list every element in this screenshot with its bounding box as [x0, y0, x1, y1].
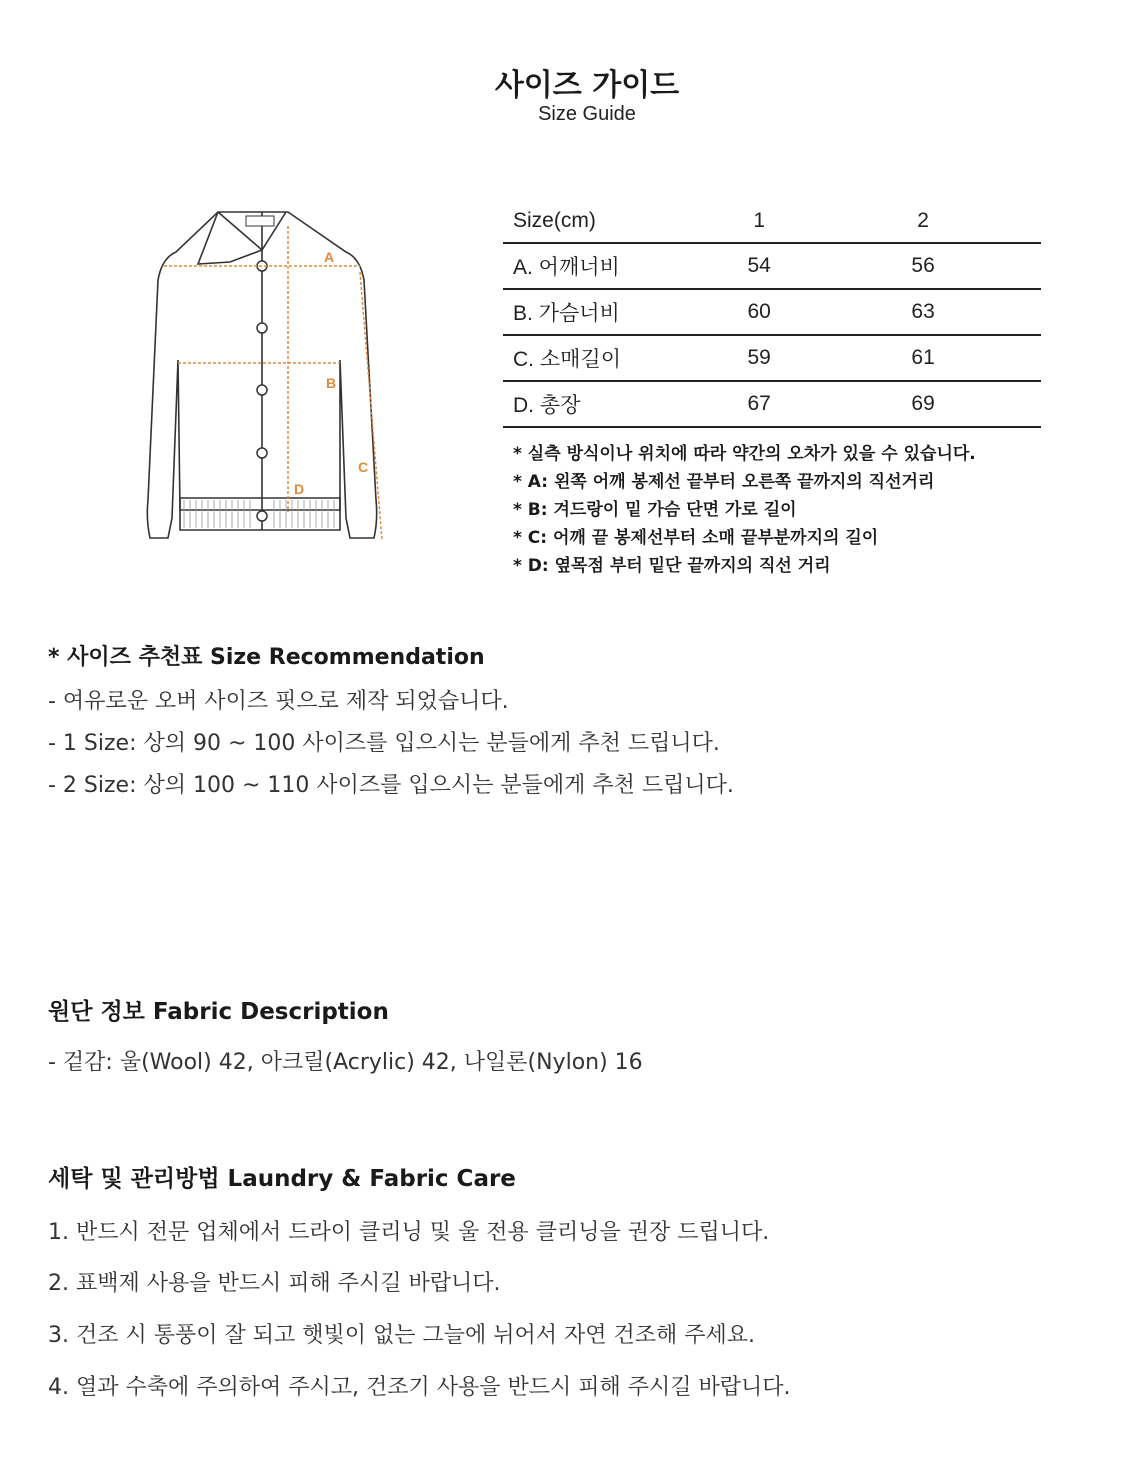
measure-lines: [164, 226, 382, 540]
jacket-diagram: [128, 200, 408, 550]
recommendation-title: * 사이즈 추천표 Size Recommendation: [48, 645, 485, 670]
table-row: [503, 335, 1041, 381]
size-table-header: 1: [713, 200, 805, 243]
row-label: C. 소매길이: [503, 335, 713, 381]
note-line: * C: 어깨 끝 봉제선부터 소매 끝부분까지의 길이: [513, 528, 879, 548]
size-table: [503, 200, 1041, 428]
row-value: 61: [877, 335, 969, 381]
measure-label-d: D: [294, 481, 305, 497]
care-line: 1. 반드시 전문 업체에서 드라이 클리닝 및 울 전용 클리닝을 권장 드립니다.: [48, 1220, 770, 1245]
care-line: 4. 열과 수축에 주의하여 주시고, 건조기 사용을 반드시 피해 주시길 바랍니다.: [48, 1375, 791, 1400]
row-value: 56: [877, 243, 969, 289]
page-title: 사이즈 가이드: [494, 68, 680, 103]
row-value: 69: [877, 381, 969, 427]
row-value: 59: [713, 335, 805, 381]
table-row: [503, 243, 1041, 289]
measure-label-a: A: [324, 249, 335, 265]
fabric-line: - 겉감: 울(Wool) 42, 아크릴(Acrylic) 42, 나일론(Nylon) 16: [48, 1050, 643, 1075]
row-value: 67: [713, 381, 805, 427]
note-line: * D: 옆목점 부터 밑단 끝까지의 직선 거리: [513, 556, 831, 576]
note-line: * B: 겨드랑이 밑 가슴 단면 가로 길이: [513, 500, 797, 520]
measurement-notes: [513, 440, 1073, 580]
care-line: 3. 건조 시 통풍이 잘 되고 햇빛이 없는 그늘에 뉘어서 자연 건조해 주세요.: [48, 1323, 755, 1348]
recommendation-line: - 1 Size: 상의 90 ~ 100 사이즈를 입으시는 분들에게 추천 드립니다.: [48, 731, 720, 756]
note-line: * A: 왼쪽 어깨 봉제선 끝부터 오른쪽 끝까지의 직선거리: [513, 472, 935, 492]
row-label: B. 가슴너비: [503, 289, 713, 335]
size-table-header: Size(cm): [503, 200, 713, 243]
care-title: 세탁 및 관리방법 Laundry & Fabric Care: [48, 1166, 516, 1192]
fabric-title: 원단 정보 Fabric Description: [48, 999, 389, 1025]
care-line: 2. 표백제 사용을 반드시 피해 주시길 바랍니다.: [48, 1271, 501, 1296]
recommendation-line: - 여유로운 오버 사이즈 핏으로 제작 되었습니다.: [48, 689, 509, 714]
row-label: A. 어깨너비: [503, 243, 713, 289]
page-subtitle: Size Guide: [538, 103, 636, 125]
row-value: 63: [877, 289, 969, 335]
row-value: 60: [713, 289, 805, 335]
table-row: [503, 381, 1041, 427]
row-label: D. 총장: [503, 381, 713, 427]
size-table-header-row: [503, 200, 1041, 243]
recommendation-line: - 2 Size: 상의 100 ~ 110 사이즈를 입으시는 분들에게 추천 드립니다.: [48, 773, 734, 798]
table-row: [503, 289, 1041, 335]
note-line: * 실측 방식이나 위치에 따라 약간의 오차가 있을 수 있습니다.: [513, 444, 976, 464]
row-value: 54: [713, 243, 805, 289]
size-table-header: 2: [877, 200, 969, 243]
measure-label-b: B: [326, 375, 337, 391]
measure-label-c: C: [358, 459, 369, 475]
jacket-label-tag: [246, 216, 274, 226]
